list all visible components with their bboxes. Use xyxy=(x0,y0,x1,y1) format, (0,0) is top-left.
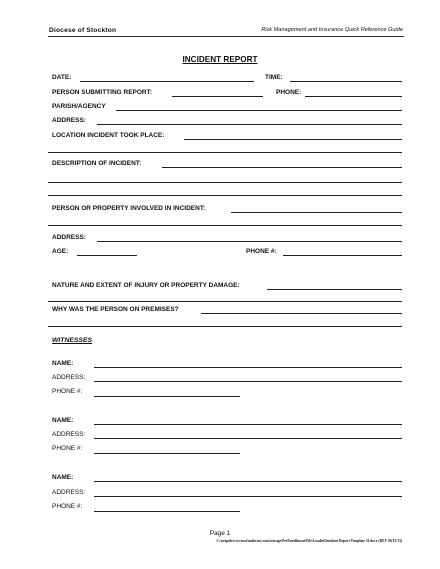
injury-field-line-2[interactable] xyxy=(48,301,402,302)
witness-1-address-field[interactable] xyxy=(94,381,402,382)
premises-field-line-2[interactable] xyxy=(48,326,402,327)
address-field[interactable] xyxy=(97,124,402,125)
witness-2-address-field[interactable] xyxy=(94,438,402,439)
involved-phone-field[interactable] xyxy=(283,255,402,256)
witness-2-name-field[interactable] xyxy=(94,424,402,425)
involved-field[interactable] xyxy=(231,212,402,213)
location-field[interactable] xyxy=(184,139,402,140)
involved-address-field[interactable] xyxy=(97,241,402,242)
address-label: ADDRESS: xyxy=(52,117,86,124)
witness-3-phone-field[interactable] xyxy=(94,511,240,512)
description-field-line-2[interactable] xyxy=(48,182,402,183)
injury-field[interactable] xyxy=(267,289,402,290)
phone-hash-label: PHONE #: xyxy=(246,248,277,255)
premises-label: WHY WAS THE PERSON ON PREMISES? xyxy=(52,306,179,313)
witness-3-name-field[interactable] xyxy=(94,481,402,482)
form-title xyxy=(0,55,440,64)
form-title-text: INCIDENT REPORT xyxy=(182,55,258,64)
location-field-extra[interactable] xyxy=(48,152,402,153)
description-label: DESCRIPTION OF INCIDENT: xyxy=(52,160,142,167)
involved-field-line-2[interactable] xyxy=(48,225,402,226)
date-label: DATE: xyxy=(52,74,72,81)
phone-field[interactable] xyxy=(305,96,402,97)
involved-address-label: ADDRESS: xyxy=(52,234,86,241)
parish-label: PARISH/AGENCY xyxy=(52,103,106,110)
witness-2-phone-label: PHONE #: xyxy=(52,445,83,452)
age-label: AGE: xyxy=(52,248,69,255)
parish-field[interactable] xyxy=(116,110,402,111)
witness-2-name-label: NAME: xyxy=(52,417,74,424)
header-rule xyxy=(48,36,404,37)
premises-field[interactable] xyxy=(201,313,402,314)
age-field[interactable] xyxy=(77,255,137,256)
involved-label: PERSON OR PROPERTY INVOLVED IN INCIDENT: xyxy=(52,205,206,212)
time-field[interactable] xyxy=(290,81,402,82)
witness-1-phone-label: PHONE #: xyxy=(52,388,83,395)
page-number: Page 1 xyxy=(209,530,231,537)
description-field[interactable] xyxy=(162,167,402,168)
injury-label: NATURE AND EXTENT OF INJURY OR PROPERTY DAMAGE: xyxy=(52,282,240,289)
organization-name: Diocese of Stockton xyxy=(49,27,117,34)
witness-3-phone-label: PHONE #: xyxy=(52,503,83,510)
time-label: TIME: xyxy=(265,74,283,81)
witnesses-heading: WITNESSES xyxy=(52,337,93,344)
witness-1-address-label: ADDRESS: xyxy=(52,374,86,381)
witness-3-name-label: NAME: xyxy=(52,474,74,481)
witness-2-phone-field[interactable] xyxy=(94,453,240,454)
witness-2-address-label: ADDRESS: xyxy=(52,431,86,438)
witness-1-name-label: NAME: xyxy=(52,360,74,367)
witness-1-phone-field[interactable] xyxy=(94,396,240,397)
document-path: C:\netpub\wwwroot\unibrary.com\storage\PreEnrollment\File\Loaded\Incident Report Template 31.docx (REV 06/12/13) xyxy=(216,539,402,543)
witness-1-name-field[interactable] xyxy=(94,367,402,368)
guide-title: Risk Management and Insurance Quick Reference Guide xyxy=(261,27,403,33)
person-submitting-field[interactable] xyxy=(172,96,263,97)
person-submitting-label: PERSON SUBMITTING REPORT: xyxy=(52,89,153,96)
date-field[interactable] xyxy=(80,81,254,82)
location-label: LOCATION INCIDENT TOOK PLACE: xyxy=(52,132,165,139)
witness-3-address-label: ADDRESS: xyxy=(52,489,86,496)
description-field-line-3[interactable] xyxy=(48,195,402,196)
phone-label: PHONE: xyxy=(276,89,302,96)
witness-3-address-field[interactable] xyxy=(94,496,402,497)
